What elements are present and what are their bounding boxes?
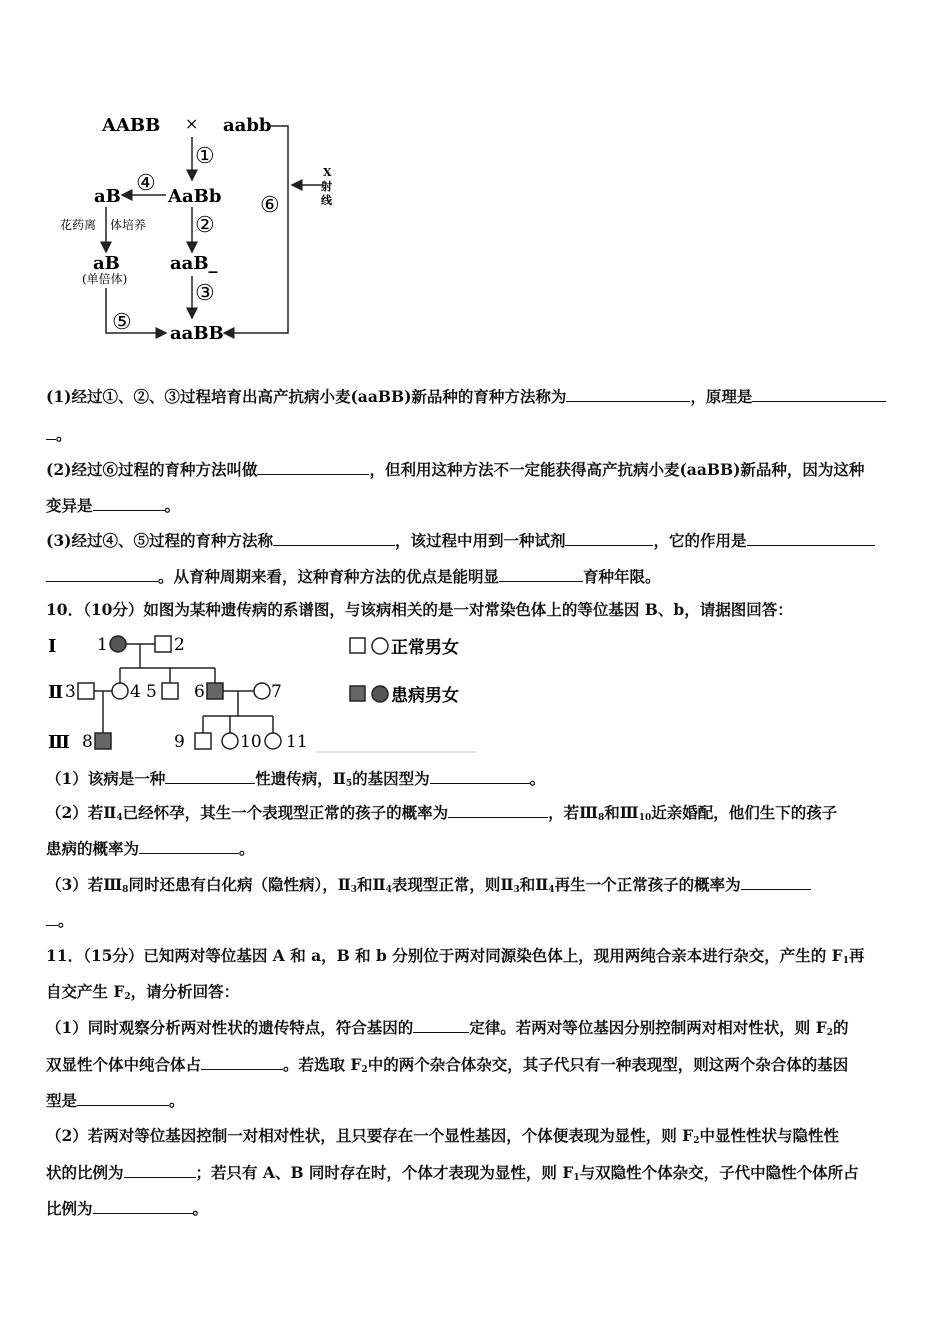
legend-affected-female [372, 686, 388, 702]
answer-blank[interactable] [430, 768, 530, 784]
ind10-normal-female [222, 733, 238, 749]
answer-blank[interactable] [139, 838, 239, 854]
xray-label-3: 线 [321, 194, 332, 207]
gen3-label: Ⅲ [48, 732, 70, 753]
answer-blank[interactable] [201, 1054, 283, 1070]
ind7-number: 7 [271, 682, 282, 702]
answer-blank[interactable] [413, 1017, 469, 1033]
parent2-genotype: aabb [223, 115, 272, 136]
q9-part3-line2: 。从育种周期来看，这种育种方法的优点是能明显 育种年限。 [46, 566, 661, 587]
ind2-normal-male [155, 636, 171, 652]
answer-blank[interactable] [46, 910, 58, 926]
ind2-number: 2 [174, 635, 185, 655]
cross-symbol: × [185, 114, 199, 133]
step6-label: ⑥ [260, 193, 280, 218]
ind4-number: 4 [130, 682, 141, 702]
answer-blank[interactable] [165, 768, 255, 784]
ind3-number: 3 [65, 682, 76, 702]
xray-label-2: 射 [321, 180, 332, 193]
q9-part1-line2: 。 [46, 424, 72, 445]
q10-part2-line2: 患病的概率为 。 [46, 839, 255, 858]
answer-blank[interactable] [747, 530, 875, 546]
legend-normal-label: 正常男女 [391, 638, 459, 658]
step1-label: ① [195, 144, 215, 169]
q11-part2-line1: （2）若两对等位基因控制一对相对性状，且只要存在一个显性基因，个体便表现为显性，则 $F_2$中显性性状与隐性性 [46, 1126, 839, 1146]
answer-blank[interactable] [499, 566, 583, 582]
q10-part1: （1）该病是一种 性遗传病，$Ⅱ_5$的基因型为 。 [46, 769, 546, 789]
legend-affected-male [350, 686, 365, 701]
haploid-genotype: aB [93, 253, 120, 274]
step2-label: ② [195, 213, 215, 238]
ind11-number: 11 [286, 732, 308, 752]
q10-part3-line2: 。 [46, 910, 74, 931]
ind6-number: 6 [194, 682, 205, 702]
ind9-normal-male [195, 733, 211, 749]
culture-label-right: 体培养 [110, 218, 147, 232]
answer-blank[interactable] [124, 1162, 196, 1178]
culture-label-left: 花药离 [60, 218, 97, 232]
xray-label-1: X [323, 166, 332, 179]
q11-header-line2: 自交产生 $F_2$，请分析回答： [46, 982, 240, 1002]
q9-part2-line1: (2)经过⑥过程的育种方法叫做 ，但利用这种方法不一定能获得高产抗病小麦(aaBB)新品种，因为这种 [46, 460, 865, 479]
answer-blank[interactable] [448, 802, 548, 818]
ind5-number: 5 [146, 682, 157, 702]
q11-part1-line2: 双显性个体中纯合体占 。若选取 $F_2$中的两个杂合体杂交，其子代只有一种表现型，则这两个杂合体的基因 [46, 1055, 849, 1075]
step5-label: ⑤ [112, 310, 132, 335]
legend-normal-male [350, 638, 365, 653]
q11-part1-line1: （1）同时观察分析两对性状的遗传特点，符合基因的 定律。若两对等位基因分别控制两对相对性状，则 $F_2$的 [46, 1018, 849, 1038]
answer-blank[interactable] [93, 1198, 193, 1214]
q9-part3-line1: (3)经过④、⑤过程的育种方法称 ，该过程中用到一种试剂 ，它的作用是 [46, 530, 875, 551]
q11-part2-line3: 比例为 。 [46, 1199, 209, 1218]
q11-part1-line3: 型是 。 [46, 1091, 185, 1110]
legend-normal-female [372, 638, 388, 654]
ind7-normal-female [254, 683, 270, 699]
step3-label: ③ [195, 281, 215, 306]
ind11-normal-female [265, 733, 281, 749]
q9-part1-line1: (1)经过①、②、③过程培育出高产抗病小麦(aaBB)新品种的育种方法称为 ，原理是 [46, 386, 886, 407]
gen2-label: Ⅱ [48, 682, 64, 703]
q9-part2-line2: 变异是 。 [46, 496, 181, 515]
answer-blank[interactable] [565, 530, 653, 546]
gamete-genotype: aB [94, 186, 121, 207]
select-genotype: aaB_ [170, 253, 218, 274]
step4-label: ④ [136, 171, 156, 196]
ind3-normal-male [78, 683, 94, 699]
q11-part2-line2: 状的比例为 ；若只有 A、B 同时存在时，个体才表现为显性，则 $F_1$与双隐性个体杂交，子代中隐性个体所占 [46, 1163, 859, 1183]
gen1-label: Ⅰ [48, 636, 57, 657]
ind1-number: 1 [97, 635, 108, 655]
haploid-note: (单倍体) [82, 272, 128, 286]
pedigree-chart [0, 0, 500, 760]
ind6-affected-male [207, 683, 223, 699]
q10-header: 10．（10分）如图为某种遗传病的系谱图，与该病相关的是一对常染色体上的等位基因 B、b，请据图回答： [46, 600, 793, 619]
ind1-affected-female [110, 636, 126, 652]
ind8-affected-male [95, 733, 111, 749]
f1-genotype: AaBb [168, 186, 222, 207]
ind10-number: 10 [240, 732, 262, 752]
q10-part3-line1: （3）若$Ⅲ_8$同时还患有白化病（隐性病），$Ⅱ_3$和$Ⅱ_4$表现型正常，则$Ⅱ_3$和$Ⅱ_4$再生一个正常孩子的概率为 [46, 874, 811, 900]
q11-header-line1: 11．（15分）已知两对等位基因 A 和 a，B 和 b 分别位于两对同源染色体上，现用两纯合亲本进行杂交，产生的 $F_1$再 [46, 946, 865, 966]
ind4-normal-female [112, 683, 128, 699]
target-genotype: aaBB [170, 323, 224, 344]
q10-part2-line1: （2）若$Ⅱ_4$已经怀孕，其生一个表现型正常的孩子的概率为 ，若$Ⅲ_8$和$Ⅲ_{10}$近亲婚配，他们生下的孩子 [46, 803, 838, 823]
answer-blank[interactable] [77, 1090, 169, 1106]
parent1-genotype: AABB [102, 115, 161, 136]
answer-blank[interactable] [741, 874, 811, 890]
answer-blank[interactable] [566, 386, 690, 402]
ind8-number: 8 [82, 732, 93, 752]
ind9-number: 9 [174, 732, 185, 752]
answer-blank[interactable] [752, 386, 886, 402]
legend-affected-label: 患病男女 [391, 686, 459, 706]
ind5-normal-male [162, 683, 178, 699]
